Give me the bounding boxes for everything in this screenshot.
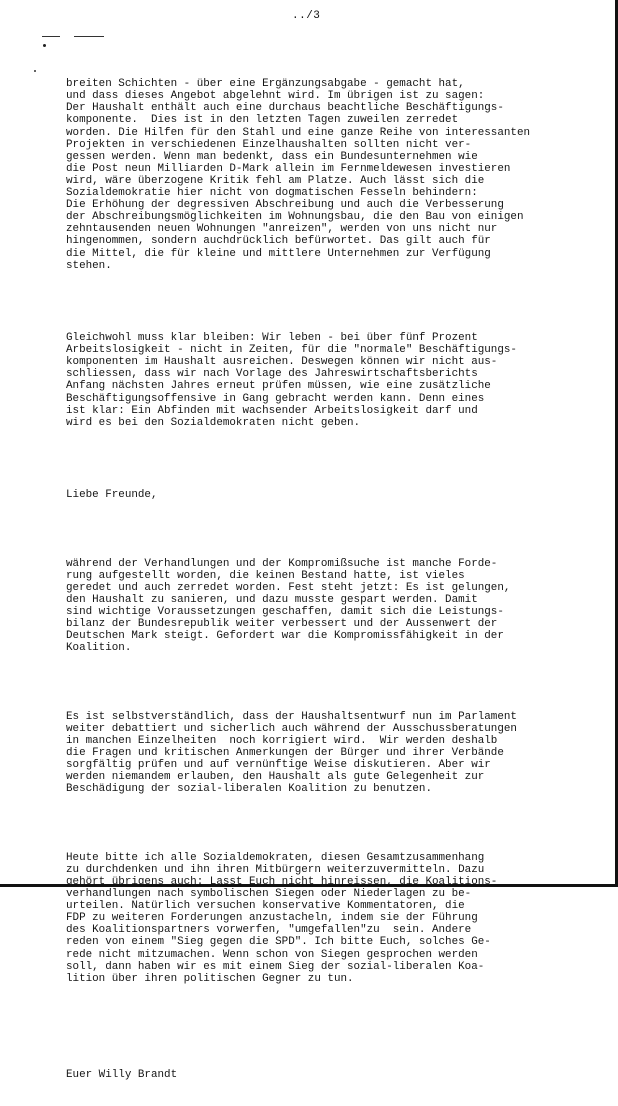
- letter-body: [66, 54, 586, 1106]
- paragraph-3: während der Verhandlungen und der Kompromißsuche ist manche Forde- rung aufgestellt worden, die keinen Bestand hatte, ist vieles geredet und auch zerredet worden. Fest steht jetzt: Es ist gelungen, den Haushalt zu sanieren, und dazu musste gespart werden. Damit sind wichtige Voraussetzungen geschaffen, damit sich die Leistungs- bilanz der Bundesrepublik weiter verbessert und der Aussenwert der Deutschen Mark steigt. Gefordert war die Kompromissfähigkeit in der Koalition.: [66, 557, 511, 655]
- margin-mark: [42, 36, 60, 37]
- paragraph-1: breiten Schichten - über eine Ergänzungsabgabe - gemacht hat, und dass dieses Angebot abgelehnt wird. Im übrigen ist zu sagen: Der Haushalt enthält auch eine durchaus beachtliche Beschäftigungs- komponente. Dies ist in den letzten Tagen zuweilen zerredet worden. Die Hilfen für den Stahl und eine ganze Reihe von interessanten Projekten in verschiedenen Einzelhaushalten sollten nicht ver- gessen werden. Wenn man bedenkt, dass ein Bundesunternehmen wie die Post neun Milliarden D-Mark allein im Fernmeldewesen investieren wird, wäre überzogene Kritik fehl am Platze. Auch lässt sich die Sozialdemokratie hier nicht von dogmatischen Fesseln behindern: Die Erhöhung der degressiven Abschreibung und auch die Verbesserung der Abschreibungsmöglichkeiten im Wohnungsbau, die den Bau von einigen zehntausenden neuen Wohnungen "anreizen", werden von uns nicht nur hingenommen, sondern auchdrücklich befürwortet. Das gilt auch für die Mittel, die für kleine und mittlere Unternehmen zur Verfügung stehen.: [66, 78, 531, 272]
- paragraph-5: Heute bitte ich alle Sozialdemokraten, diesen Gesamtzusammenhang zu durchdenken und ihn ihren Mitbürgern weiterzuvermitteln. Dazu gehört übrigens auch: Lasst Euch nicht hinreissen, die Koalitions- verhandlungen nach symbolischen Siegen oder Niederlagen zu be- urteilen. Natürlich versuchen konservative Kommentatoren, die FDP zu weiteren Forderungen anzustacheln, indem sie der Führung des Koalitionspartners vorwerfen, "umgefallen"zu sein. Andere reden von einem "Sieg gegen die SPD". Ich bitte Euch, solches Ge- rede nicht mitzumachen. Wenn schon von Siegen gesprochen werden soll, dann haben wir es mit einem Sieg der sozial-liberalen Koa- lition über ihren politischen Gegner zu tun.: [66, 851, 498, 985]
- margin-dot: [34, 70, 36, 72]
- paragraph-2: Gleichwohl muss klar bleiben: Wir leben - bei über fünf Prozent Arbeitslosigkeit - nicht in Zeiten, für die "normale" Beschäftigungs- komponenten im Haushalt ausreichen. Deswegen können wir nicht aus- schliessen, dass wir nach Vorlage des Jahreswirtschaftsberichts Anfang nächsten Jahres erneut prüfen müssen, wie eine zusätzliche Beschäftigungsoffensive in Gang gebracht werden kann. Denn eines ist klar: Ein Abfinden mit wachsender Arbeitslosigkeit darf und wird es bei den Sozialdemokraten nicht geben.: [66, 332, 517, 429]
- salutation: Liebe Freunde,: [66, 489, 158, 502]
- paragraph-4: Es ist selbstverständlich, dass der Haushaltsentwurf nun im Parlament weiter debattiert und sicherlich auch während der Ausschussberatungen in manchen Einzelheiten noch korrigiert wird. Wir werden deshalb die Fragen und kritischen Anmerkungen der Bürger und ihrer Verbände sorgfältig prüfen und auf vernünftige Weise diskutieren. Aber wir werden niemandem erlauben, den Haushalt als gute Gelegenheit zur Beschädigung der sozial-liberalen Koalition zu benutzen.: [66, 710, 517, 796]
- margin-dot: [43, 44, 46, 47]
- page-number: ../3: [292, 10, 321, 22]
- signature-line: Euer Willy Brandt: [66, 1069, 178, 1082]
- margin-mark: [74, 36, 104, 37]
